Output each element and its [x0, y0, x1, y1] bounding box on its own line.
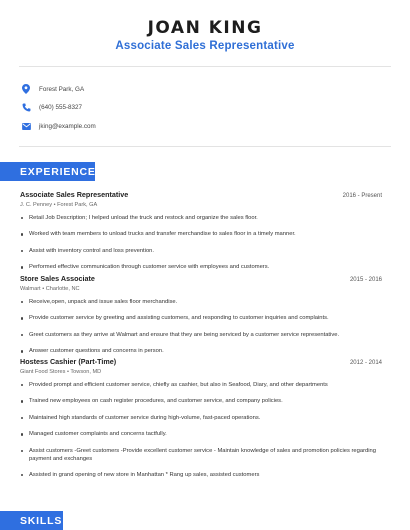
- skills-section-header: SKILLS: [0, 511, 63, 530]
- separator-dot: •: [42, 286, 46, 292]
- candidate-name: JOAN KING: [147, 18, 263, 38]
- job-bullets: [20, 381, 382, 479]
- list-item: Managed customer complaints and concerns tactfully.: [20, 430, 382, 438]
- job-title: Hostess Cashier (Part-Time): [20, 357, 117, 366]
- experience-section-header: EXPERIENCE: [0, 162, 95, 181]
- contact-location: [21, 83, 84, 95]
- list-item: Retail Job Description; I helped unload the truck and restock and organize the sales floor.: [20, 214, 382, 222]
- list-item: Receive,open, unpack and issue sales floor merchandise.: [20, 298, 382, 306]
- job-entry-1: [20, 190, 382, 280]
- job-meta: [20, 369, 382, 375]
- job-bullets: [20, 214, 382, 271]
- divider: [19, 146, 391, 147]
- contact-email: [21, 120, 96, 132]
- phone-icon: [21, 102, 31, 112]
- list-item: Maintained high standards of customer service during high-volume, fast-paced operations.: [20, 414, 382, 422]
- list-item: Answer customer questions and concerns in person.: [20, 347, 382, 355]
- separator-dot: •: [53, 202, 58, 208]
- contact-email-text[interactable]: jking@example.com: [39, 122, 96, 130]
- contact-phone: [21, 101, 82, 113]
- job-company: J. C. Penney: [20, 202, 53, 208]
- job-title: Associate Sales Representative: [20, 190, 129, 199]
- list-item: Greet customers as they arrive at Walmart and ensure that they are being serviced by a customer service representative.: [20, 331, 382, 339]
- list-item: Performed effective communication through customer service with employees and customers.: [20, 263, 382, 271]
- job-dates: 2016 - Present: [342, 193, 382, 199]
- list-item: Worked with team members to unload trucks and transfer merchandise to sales floor in a timely manner.: [20, 230, 382, 238]
- job-bullets: [20, 298, 382, 355]
- job-company: Walmart: [20, 286, 41, 292]
- location-pin-icon: [21, 84, 31, 94]
- job-location: Towson, MD: [70, 369, 102, 375]
- job-title: Store Sales Associate: [20, 274, 95, 283]
- job-meta: [20, 202, 382, 208]
- job-entry-2: [20, 274, 382, 364]
- job-location: Forest Park, GA: [57, 202, 98, 208]
- candidate-title: Associate Sales Representative: [115, 40, 295, 52]
- email-icon: [21, 121, 31, 131]
- list-item: Assisted in grand opening of new store in Manhattan * Rang up sales, assisted customers: [20, 471, 382, 479]
- job-meta: [20, 286, 382, 292]
- list-item: Provide customer service by greeting and assisting customers, and responding to customer inquiries and complaints.: [20, 314, 382, 322]
- list-item: Assist customers -Greet customers -Provide excellent customer service - Maintain knowledge of sales and promotion policies regarding payment and exchanges: [20, 447, 382, 463]
- job-dates: 2012 - 2014: [349, 360, 382, 366]
- list-item: Assist with inventory control and loss prevention.: [20, 247, 382, 255]
- list-item: Trained new employees on cash register procedures, and customer service, and company policies.: [20, 397, 382, 405]
- job-location: Charlotte, NC: [45, 286, 80, 292]
- contact-location-text: Forest Park, GA: [39, 85, 85, 93]
- job-company: Giant Food Stores: [20, 369, 66, 375]
- list-item: Provided prompt and efficient customer service, chiefly as cashier, but also in Seafood, Diary, and other departments: [20, 381, 382, 389]
- contact-phone-text: (640) 555-8327: [39, 103, 83, 111]
- job-entry-3: [20, 357, 382, 487]
- job-dates: 2015 - 2016: [349, 277, 382, 283]
- divider: [19, 66, 391, 67]
- separator-dot: •: [66, 369, 71, 375]
